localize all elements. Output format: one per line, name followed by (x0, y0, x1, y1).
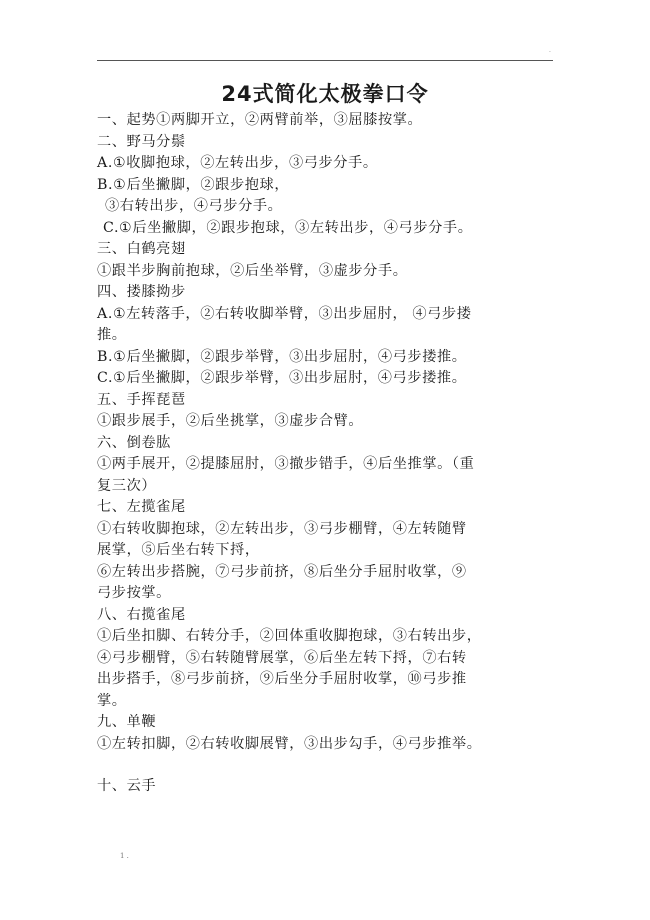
text-line: ①跟半步胸前抱球，②后坐举臂，③虚步分手。 (97, 262, 408, 279)
section-heading: 五、手挥琵琶 (97, 391, 186, 408)
text-line: ①两手展开，②提膝屈肘，③撤步错手，④后坐推掌。（重 (97, 456, 475, 472)
section-heading: 四、搂膝拗步 (97, 284, 186, 300)
section-heading: 七、左揽雀尾 (97, 499, 186, 515)
text-line: ①跟步展手，②后坐挑掌，③虚步合臂。 (97, 413, 364, 429)
page-title: 24式简化太极拳口令 (221, 82, 429, 106)
text-line: 掌。 (97, 692, 127, 709)
text-line: 展掌，⑤后坐右转下捋， (97, 542, 260, 558)
text-line: C.①后坐撇脚，②跟步举臂，③出步屈肘，④弓步搂推。 (97, 370, 467, 386)
spacer (97, 755, 557, 776)
text-line: ①右转收脚抱球，②左转出步，③弓步棚臂，④左转随臂 (97, 520, 467, 537)
text-line: B.①后坐撇脚，②跟步举臂，③出步屈肘，④弓步搂推。 (97, 348, 467, 365)
text-line: 弓步按掌。 (97, 585, 171, 601)
header-rule (97, 60, 553, 61)
corner-mark: . (549, 47, 551, 54)
text-line: ①左转扣脚，②右转收脚展臂，③出步勾手，④弓步推举。 (97, 735, 482, 752)
text-line: ③右转出步，④弓步分手。 (105, 198, 283, 214)
text-line: B.①后坐撇脚，②跟步抱球， (97, 176, 290, 193)
section-heading: 六、倒卷肱 (97, 434, 171, 451)
text-line: A.①左转落手，②右转收脚举臂，③出步屈肘， ④弓步搂 (97, 305, 472, 322)
text-line: 推。 (97, 327, 127, 343)
section-heading: 二、野马分鬃 (97, 133, 186, 150)
section-heading: 十、云手 (97, 778, 157, 794)
text-line: 出步搭手，⑧弓步前挤，⑨后坐分手屈肘收掌，⑩弓步推 (97, 671, 467, 687)
text-line: ⑥左转出步搭腕，⑦弓步前挤，⑧后坐分手屈肘收掌，⑨ (97, 563, 467, 580)
page-number: 1 . (120, 852, 129, 860)
section-heading: 八、右揽雀尾 (97, 606, 186, 623)
text-line: 复三次） (97, 477, 157, 494)
section-heading: 三、白鹤亮翅 (97, 241, 186, 257)
section-heading: 九、单鞭 (97, 714, 157, 730)
text-line: ④弓步棚臂，⑤右转随臂展掌，⑥后坐左转下捋，⑦右转 (97, 649, 467, 666)
text-line: A.①收脚抱球，②左转出步，③弓步分手。 (97, 155, 378, 171)
text-line: 一、起势①两脚开立，②两臂前举，③屈膝按掌。 (97, 112, 423, 128)
text-line: ①后坐扣脚、右转分手，②回体重收脚抱球，③右转出步， (97, 628, 482, 644)
text-line: C.①后坐撇脚，②跟步抱球，③左转出步，④弓步分手。 (103, 219, 473, 236)
document-body (97, 110, 557, 798)
